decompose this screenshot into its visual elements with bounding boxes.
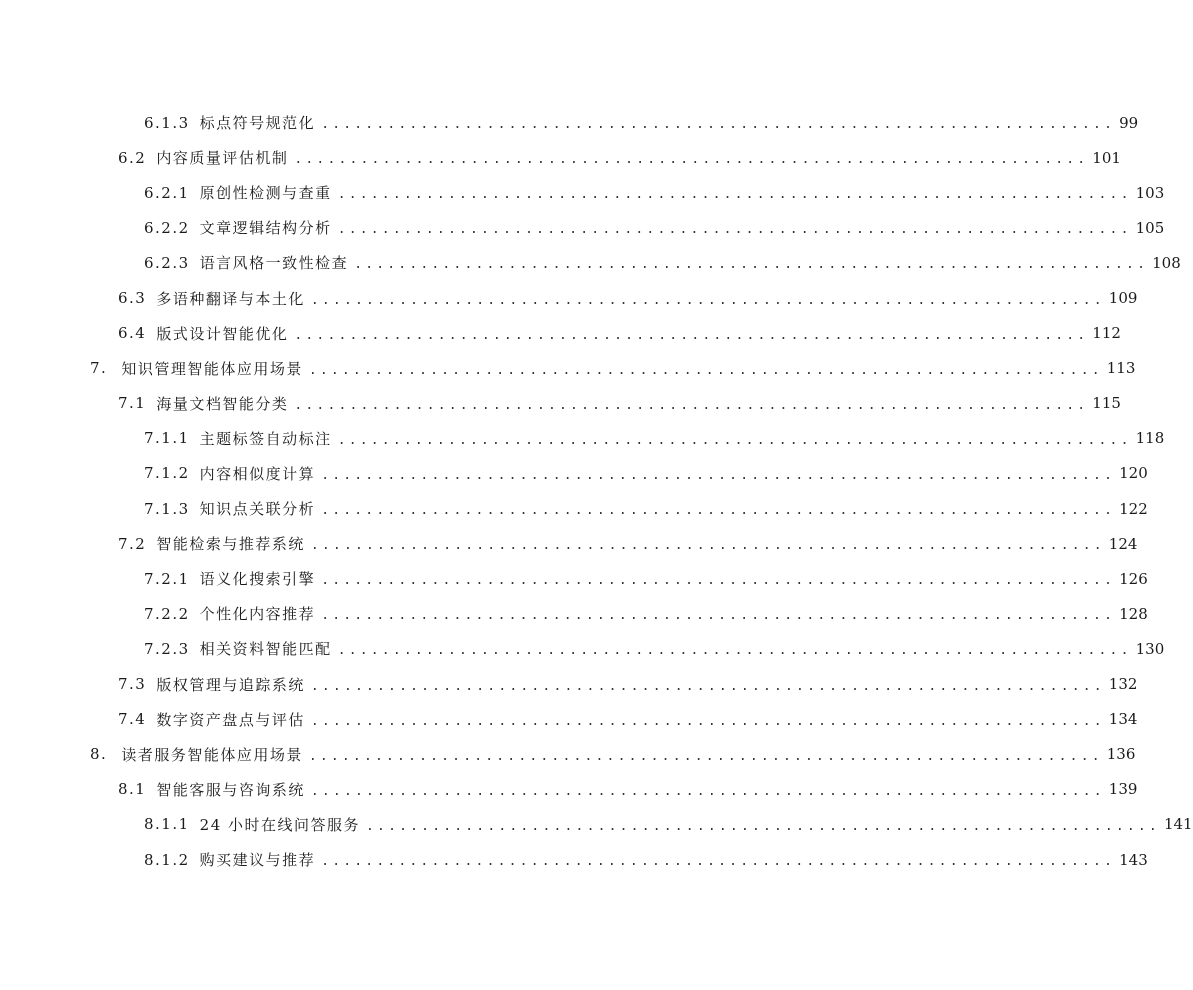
toc-leader-dots: ........................................................................ — [321, 573, 1116, 589]
toc-leader-dots: ........................................................................ — [337, 432, 1132, 448]
toc-page-number: 124 — [1108, 534, 1138, 553]
toc-entry[interactable] — [0, 105, 1139, 140]
toc-leader-dots: ........................................................................ — [308, 748, 1103, 764]
toc-page-number: 112 — [1092, 324, 1121, 343]
toc-leader-dots: ........................................................................ — [321, 854, 1116, 870]
toc-entry[interactable] — [0, 456, 1148, 491]
toc-entry[interactable] — [0, 596, 1148, 631]
toc-page-number: 99 — [1119, 113, 1139, 132]
toc-entry-number: 7.1.1 — [144, 429, 190, 448]
toc-page-number: 128 — [1119, 604, 1148, 623]
toc-entry[interactable] — [0, 351, 1136, 386]
toc-entry-title: 读者服务智能体应用场景 — [121, 745, 303, 764]
toc-entry-number: 8. — [90, 745, 108, 764]
toc-leader-dots: ........................................................................ — [310, 292, 1105, 308]
toc-entry-number: 8.1 — [118, 780, 147, 799]
toc-entry-number: 7.1.2 — [144, 464, 190, 483]
toc-entry[interactable] — [0, 316, 1121, 351]
toc-leader-dots: ........................................................................ — [294, 327, 1089, 343]
toc-page-number: 136 — [1106, 745, 1136, 764]
toc-entry[interactable] — [0, 772, 1138, 807]
toc-leader-dots: ........................................................................ — [321, 503, 1116, 519]
toc-page-number: 105 — [1135, 218, 1165, 237]
toc-entry[interactable] — [0, 561, 1148, 596]
toc-entry[interactable] — [0, 491, 1148, 526]
toc-entry-title: 智能检索与推荐系统 — [156, 535, 305, 554]
toc-leader-dots: ........................................................................ — [337, 187, 1132, 203]
toc-entry[interactable] — [0, 245, 1181, 280]
table-of-contents — [0, 105, 1193, 877]
toc-entry-title: 知识管理智能体应用场景 — [121, 359, 303, 378]
toc-entry[interactable] — [0, 280, 1138, 315]
toc-entry-number: 6.4 — [118, 324, 147, 343]
toc-page-number: 141 — [1163, 815, 1193, 834]
toc-leader-dots: ........................................................................ — [354, 257, 1149, 273]
toc-leader-dots: ........................................................................ — [337, 222, 1132, 238]
toc-page-number: 130 — [1135, 639, 1165, 658]
toc-page-number: 143 — [1119, 850, 1148, 869]
toc-entry-title: 版权管理与追踪系统 — [156, 675, 305, 694]
toc-entry-title: 原创性检测与查重 — [199, 184, 332, 203]
toc-entry-number: 7.1 — [118, 394, 147, 413]
toc-page-number: 113 — [1106, 359, 1136, 378]
toc-entry-number: 6.2.3 — [144, 253, 190, 272]
toc-entry-title: 海量文档智能分类 — [156, 394, 289, 413]
toc-entry-title: 数字资产盘点与评估 — [156, 710, 305, 729]
toc-entry[interactable] — [0, 807, 1193, 842]
toc-entry-title: 语义化搜索引擎 — [199, 570, 316, 589]
toc-page-number: 109 — [1108, 289, 1138, 308]
toc-entry-number: 8.1.1 — [144, 815, 190, 834]
toc-entry[interactable] — [0, 842, 1148, 877]
toc-leader-dots: ........................................................................ — [310, 713, 1105, 729]
toc-page-number: 108 — [1152, 253, 1181, 272]
toc-entry-number: 7.4 — [118, 710, 147, 729]
toc-entry-title: 相关资料智能匹配 — [199, 640, 332, 659]
toc-entry-number: 6.2.1 — [144, 183, 190, 202]
toc-entry-title: 知识点关联分析 — [199, 500, 316, 519]
toc-page-number: 132 — [1108, 675, 1138, 694]
toc-entry-title: 版式设计智能优化 — [156, 324, 289, 343]
toc-entry[interactable] — [0, 140, 1121, 175]
toc-entry-number: 7.1.3 — [144, 499, 190, 518]
toc-entry-title: 24 小时在线问答服务 — [199, 815, 361, 834]
toc-page-number: 134 — [1108, 710, 1138, 729]
toc-entry[interactable] — [0, 737, 1136, 772]
toc-page-number: 122 — [1119, 499, 1148, 518]
toc-page-number: 103 — [1135, 183, 1165, 202]
toc-entry-title: 多语种翻译与本土化 — [156, 289, 305, 308]
toc-entry-title: 内容相似度计算 — [199, 464, 316, 483]
toc-entry-number: 7.3 — [118, 675, 147, 694]
toc-entry-number: 6.2.2 — [144, 218, 190, 237]
toc-entry-number: 7.2.2 — [144, 604, 190, 623]
toc-entry[interactable] — [0, 702, 1138, 737]
toc-entry-number: 7.2.3 — [144, 639, 190, 658]
toc-entry-title: 智能客服与咨询系统 — [156, 780, 305, 799]
toc-entry[interactable] — [0, 386, 1121, 421]
toc-entry-title: 标点符号规范化 — [199, 114, 316, 133]
toc-entry-title: 购买建议与推荐 — [199, 851, 316, 870]
toc-entry-number: 8.1.2 — [144, 850, 190, 869]
toc-entry[interactable] — [0, 421, 1165, 456]
toc-entry[interactable] — [0, 210, 1165, 245]
toc-leader-dots: ........................................................................ — [321, 467, 1116, 483]
toc-leader-dots: ........................................................................ — [310, 783, 1105, 799]
toc-leader-dots: ........................................................................ — [321, 608, 1116, 624]
toc-leader-dots: ........................................................................ — [366, 818, 1160, 834]
toc-entry[interactable] — [0, 631, 1165, 666]
toc-leader-dots: ........................................................................ — [294, 152, 1089, 168]
toc-entry-title: 内容质量评估机制 — [156, 149, 289, 168]
toc-entry-title: 个性化内容推荐 — [199, 605, 316, 624]
toc-leader-dots: ........................................................................ — [308, 362, 1103, 378]
toc-page-number: 120 — [1119, 464, 1148, 483]
toc-page-number: 101 — [1092, 148, 1121, 167]
toc-entry-title: 主题标签自动标注 — [199, 429, 332, 448]
toc-entry-number: 7.2 — [118, 534, 147, 553]
toc-entry[interactable] — [0, 667, 1138, 702]
toc-page-number: 115 — [1092, 394, 1121, 413]
toc-entry[interactable] — [0, 526, 1138, 561]
toc-entry-number: 7. — [90, 359, 108, 378]
toc-entry-number: 6.1.3 — [144, 113, 190, 132]
toc-entry-title: 语言风格一致性检查 — [199, 254, 349, 273]
toc-leader-dots: ........................................................................ — [337, 643, 1132, 659]
toc-leader-dots: ........................................................................ — [310, 678, 1105, 694]
toc-entry-number: 6.3 — [118, 289, 147, 308]
toc-entry-number: 6.2 — [118, 148, 147, 167]
toc-entry-title: 文章逻辑结构分析 — [199, 219, 332, 238]
toc-page-number: 139 — [1108, 780, 1138, 799]
toc-entry[interactable] — [0, 175, 1165, 210]
toc-leader-dots: ........................................................................ — [294, 397, 1089, 413]
toc-page-number: 118 — [1135, 429, 1165, 448]
toc-leader-dots: ........................................................................ — [310, 538, 1105, 554]
toc-entry-number: 7.2.1 — [144, 569, 190, 588]
toc-page-number: 126 — [1119, 569, 1148, 588]
toc-leader-dots: ........................................................................ — [321, 117, 1116, 133]
